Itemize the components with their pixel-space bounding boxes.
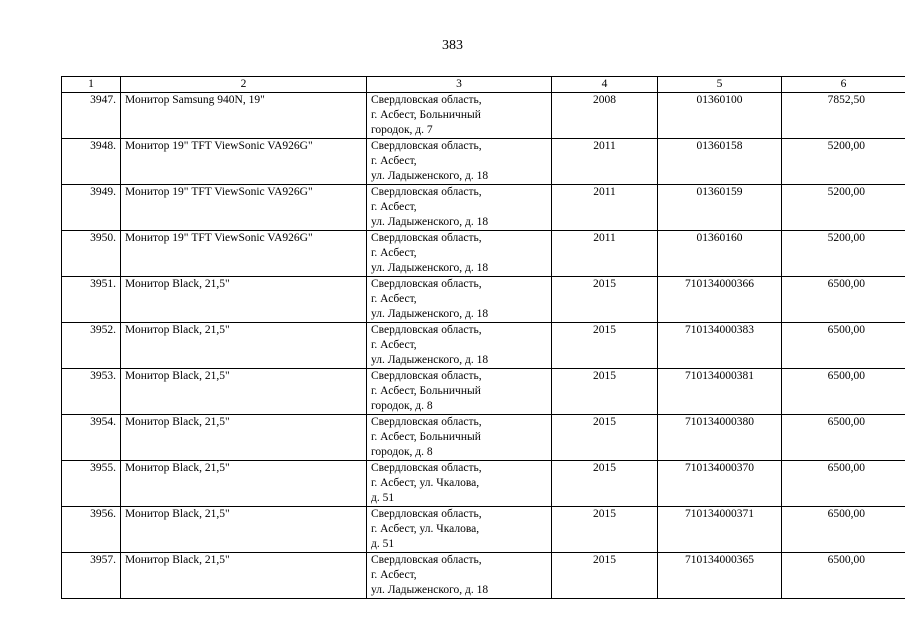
table-row <box>62 185 905 231</box>
item-name-cell: Монитор Black, 21,5" <box>121 461 367 507</box>
row-number-cell: 3955. <box>62 461 121 507</box>
table-row <box>62 93 905 139</box>
item-name-cell: Монитор 19" TFT ViewSonic VA926G" <box>121 185 367 231</box>
inventory-number-cell: 710134000380 <box>658 415 782 461</box>
inventory-number-cell: 01360100 <box>658 93 782 139</box>
cost-cell: 6500,00 <box>782 507 905 553</box>
year-cell: 2011 <box>552 139 658 185</box>
registry-body <box>62 93 905 599</box>
address-line: Свердловская область, <box>371 140 482 152</box>
item-name-cell: Монитор 19" TFT ViewSonic VA926G" <box>121 231 367 277</box>
cost-cell: 5200,00 <box>782 139 905 185</box>
address-line: г. Асбест, ул. Чкалова, <box>371 523 480 535</box>
address-line: г. Асбест, <box>371 155 417 167</box>
address-cell <box>367 415 552 461</box>
address-line: городок, д. 8 <box>371 400 433 412</box>
year-cell: 2015 <box>552 369 658 415</box>
address-line: г. Асбест, <box>371 201 417 213</box>
year-cell: 2015 <box>552 323 658 369</box>
inventory-number-cell: 710134000381 <box>658 369 782 415</box>
column-header: 1 <box>62 77 121 93</box>
address-line: г. Асбест, ул. Чкалова, <box>371 477 480 489</box>
address-line: Свердловская область, <box>371 278 482 290</box>
year-cell: 2015 <box>552 553 658 599</box>
address-line: г. Асбест, <box>371 293 417 305</box>
address-line: Свердловская область, <box>371 508 482 520</box>
cost-cell: 6500,00 <box>782 323 905 369</box>
cost-cell: 7852,50 <box>782 93 905 139</box>
inventory-number-cell: 01360159 <box>658 185 782 231</box>
inventory-number-cell: 710134000365 <box>658 553 782 599</box>
address-line: Свердловская область, <box>371 232 482 244</box>
address-cell <box>367 93 552 139</box>
item-name-cell: Монитор Black, 21,5" <box>121 415 367 461</box>
row-number-cell: 3948. <box>62 139 121 185</box>
item-name-cell: Монитор 19" TFT ViewSonic VA926G" <box>121 139 367 185</box>
row-number-cell: 3957. <box>62 553 121 599</box>
address-line: г. Асбест, Больничный <box>371 385 481 397</box>
column-header: 2 <box>121 77 367 93</box>
year-cell: 2011 <box>552 231 658 277</box>
table-row <box>62 231 905 277</box>
row-number-cell: 3949. <box>62 185 121 231</box>
row-number-cell: 3950. <box>62 231 121 277</box>
page-number: 383 <box>442 38 463 53</box>
address-cell <box>367 231 552 277</box>
address-line: ул. Ладыженского, д. 18 <box>371 170 489 182</box>
item-name-cell: Монитор Black, 21,5" <box>121 323 367 369</box>
address-cell <box>367 553 552 599</box>
column-header: 5 <box>658 77 782 93</box>
column-header: 6 <box>782 77 905 93</box>
inventory-number-cell: 710134000366 <box>658 277 782 323</box>
address-line: Свердловская область, <box>371 416 482 428</box>
address-cell <box>367 507 552 553</box>
row-number-cell: 3947. <box>62 93 121 139</box>
inventory-number-cell: 01360160 <box>658 231 782 277</box>
row-number-cell: 3953. <box>62 369 121 415</box>
year-cell: 2008 <box>552 93 658 139</box>
year-cell: 2011 <box>552 185 658 231</box>
table-row <box>62 461 905 507</box>
inventory-number-cell: 710134000371 <box>658 507 782 553</box>
inventory-number-cell: 01360158 <box>658 139 782 185</box>
item-name-cell: Монитор Samsung 940N, 19" <box>121 93 367 139</box>
table-row <box>62 415 905 461</box>
table-row <box>62 323 905 369</box>
address-cell <box>367 139 552 185</box>
column-header: 3 <box>367 77 552 93</box>
item-name-cell: Монитор Black, 21,5" <box>121 369 367 415</box>
address-cell <box>367 185 552 231</box>
address-cell <box>367 323 552 369</box>
address-line: Свердловская область, <box>371 324 482 336</box>
address-line: Свердловская область, <box>371 186 482 198</box>
year-cell: 2015 <box>552 277 658 323</box>
address-line: ул. Ладыженского, д. 18 <box>371 216 489 228</box>
address-line: ул. Ладыженского, д. 18 <box>371 308 489 320</box>
row-number-cell: 3952. <box>62 323 121 369</box>
address-cell <box>367 369 552 415</box>
address-line: г. Асбест, Больничный <box>371 109 481 121</box>
address-line: г. Асбест, <box>371 569 417 581</box>
table-row <box>62 553 905 599</box>
year-cell: 2015 <box>552 461 658 507</box>
address-line: ул. Ладыженского, д. 18 <box>371 262 489 274</box>
column-number-row <box>62 77 905 93</box>
address-cell <box>367 277 552 323</box>
item-name-cell: Монитор Black, 21,5" <box>121 553 367 599</box>
row-number-cell: 3954. <box>62 415 121 461</box>
address-line: Свердловская область, <box>371 370 482 382</box>
address-line: ул. Ладыженского, д. 18 <box>371 354 489 366</box>
cost-cell: 5200,00 <box>782 185 905 231</box>
address-line: Свердловская область, <box>371 94 482 106</box>
address-line: д. 51 <box>371 538 395 550</box>
address-line: Свердловская область, <box>371 554 482 566</box>
address-line: г. Асбест, <box>371 247 417 259</box>
item-name-cell: Монитор Black, 21,5" <box>121 277 367 323</box>
cost-cell: 6500,00 <box>782 277 905 323</box>
column-header: 4 <box>552 77 658 93</box>
row-number-cell: 3956. <box>62 507 121 553</box>
address-line: г. Асбест, <box>371 339 417 351</box>
address-line: городок, д. 8 <box>371 446 433 458</box>
cost-cell: 6500,00 <box>782 369 905 415</box>
address-line: городок, д. 7 <box>371 124 433 136</box>
inventory-number-cell: 710134000383 <box>658 323 782 369</box>
table-row <box>62 507 905 553</box>
address-line: д. 51 <box>371 492 395 504</box>
table-row <box>62 277 905 323</box>
inventory-number-cell: 710134000370 <box>658 461 782 507</box>
address-line: Свердловская область, <box>371 462 482 474</box>
cost-cell: 6500,00 <box>782 553 905 599</box>
table-row <box>62 139 905 185</box>
cost-cell: 6500,00 <box>782 461 905 507</box>
row-number-cell: 3951. <box>62 277 121 323</box>
table-row <box>62 369 905 415</box>
address-cell <box>367 461 552 507</box>
address-line: ул. Ладыженского, д. 18 <box>371 584 489 596</box>
year-cell: 2015 <box>552 507 658 553</box>
cost-cell: 6500,00 <box>782 415 905 461</box>
item-name-cell: Монитор Black, 21,5" <box>121 507 367 553</box>
year-cell: 2015 <box>552 415 658 461</box>
cost-cell: 5200,00 <box>782 231 905 277</box>
property-registry-table <box>61 76 905 599</box>
address-line: г. Асбест, Больничный <box>371 431 481 443</box>
